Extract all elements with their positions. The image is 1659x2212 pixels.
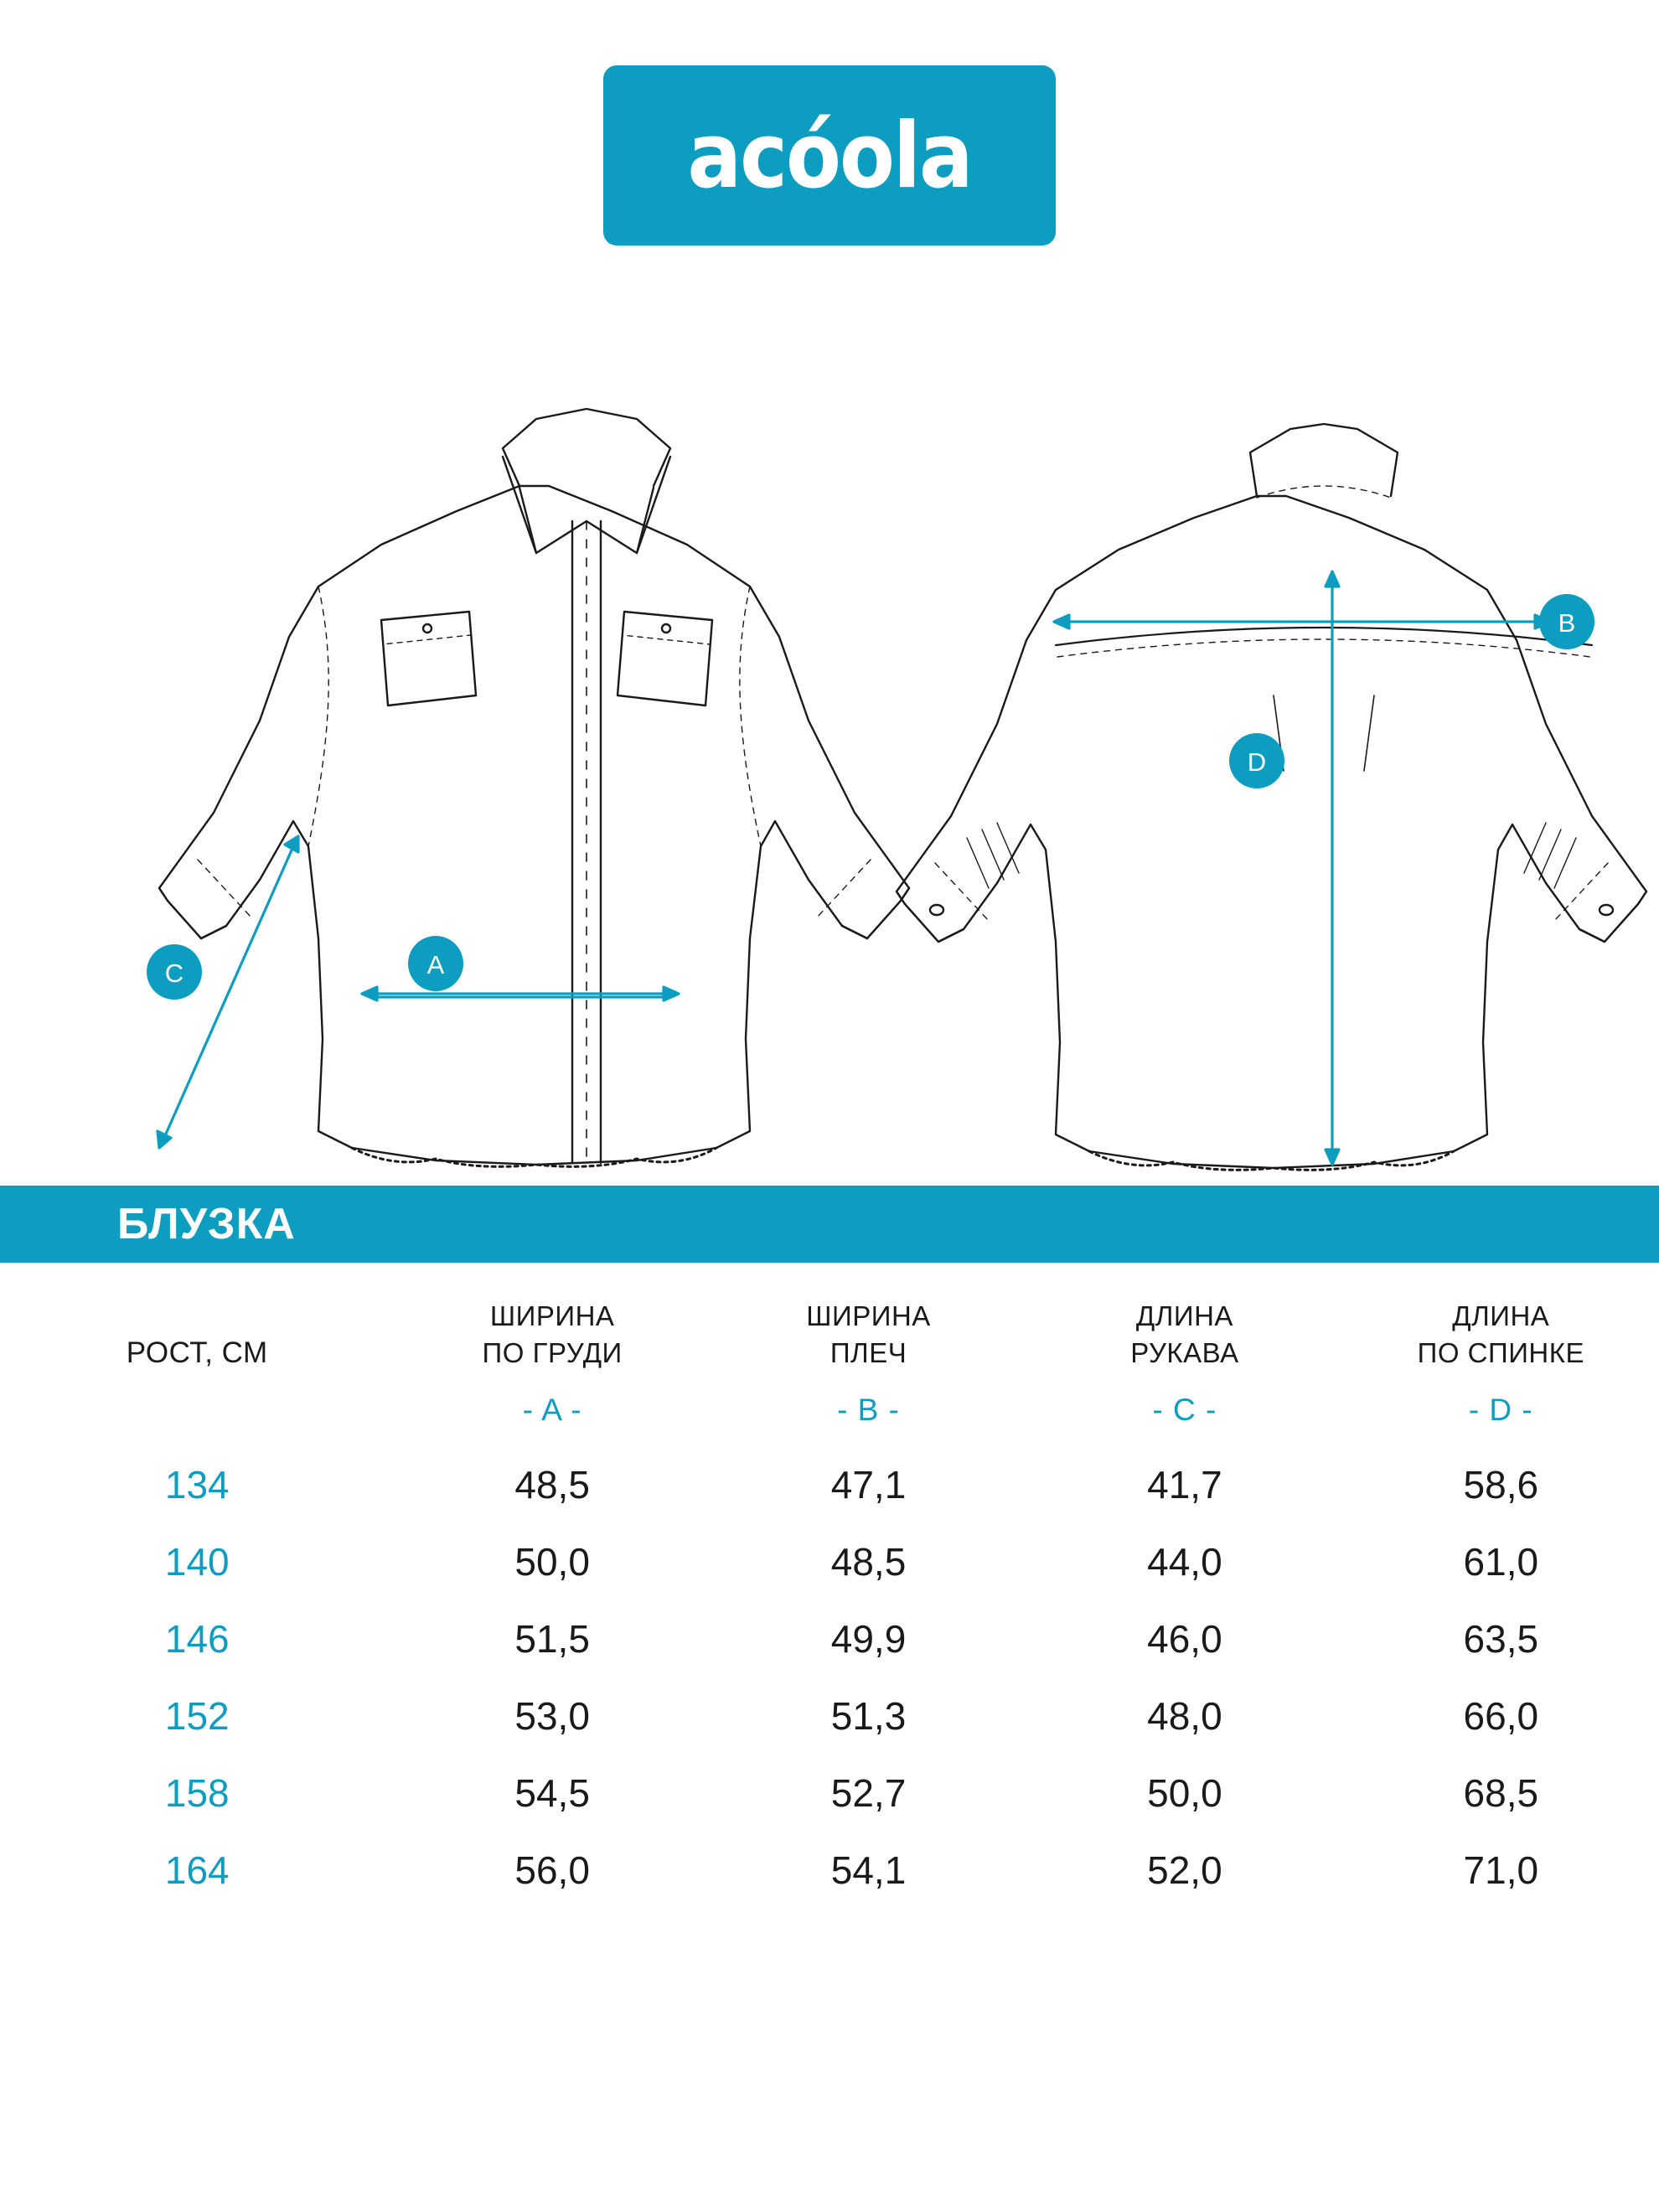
badge-d-label: D <box>1247 747 1267 777</box>
header-col-b-letter: - B - <box>837 1393 900 1428</box>
header-col-c-line2: РУКАВА <box>1130 1336 1239 1368</box>
header-col-b-line1: ШИРИНА <box>806 1300 931 1331</box>
cell-b: 51,3 <box>830 1694 907 1739</box>
table-row <box>0 1677 1659 1755</box>
header-col-a-line2: ПО ГРУДИ <box>482 1336 623 1368</box>
header-col-a-letter: - A - <box>522 1393 582 1428</box>
cell-c: 48,0 <box>1147 1694 1222 1739</box>
size-table <box>0 1263 1659 1909</box>
header-col-b-line2: ПЛЕЧ <box>830 1336 907 1368</box>
cell-c: 41,7 <box>1147 1463 1222 1507</box>
cell-a: 48,5 <box>514 1463 590 1507</box>
cell-c: 52,0 <box>1147 1848 1222 1893</box>
size-table-block <box>0 1186 1659 1909</box>
cell-a: 53,0 <box>514 1694 590 1739</box>
brand-logo-text: acóola <box>687 102 972 209</box>
header-col-d-line2: ПО СПИНКЕ <box>1417 1336 1584 1368</box>
table-header-row <box>0 1263 1659 1446</box>
header-col-c <box>1026 1263 1342 1446</box>
brand-logo <box>603 65 1056 245</box>
cell-height: 158 <box>164 1771 230 1816</box>
table-title-bar <box>0 1186 1659 1263</box>
back-arrow-b <box>1054 615 1550 628</box>
back-arrow-d <box>1326 571 1339 1165</box>
table-row <box>0 1755 1659 1832</box>
cell-height: 152 <box>164 1694 230 1739</box>
header-col-d-line1: ДЛИНА <box>1452 1300 1550 1331</box>
cell-a: 51,5 <box>514 1617 590 1662</box>
cell-b: 54,1 <box>830 1848 907 1893</box>
cell-b: 49,9 <box>830 1617 907 1662</box>
badge-a-label: A <box>426 950 445 979</box>
cell-c: 50,0 <box>1147 1771 1222 1816</box>
cell-d: 71,0 <box>1463 1848 1539 1893</box>
cell-c: 44,0 <box>1147 1540 1222 1584</box>
front-view <box>159 409 909 1166</box>
cell-b: 52,7 <box>830 1771 907 1816</box>
table-row <box>0 1600 1659 1677</box>
cell-height: 164 <box>164 1848 230 1893</box>
cell-d: 58,6 <box>1463 1463 1539 1507</box>
cell-a: 54,5 <box>514 1771 590 1816</box>
cell-height: 146 <box>164 1617 230 1662</box>
header-col-c-line1: ДЛИНА <box>1135 1300 1233 1331</box>
cell-b: 47,1 <box>830 1463 907 1507</box>
table-row <box>0 1446 1659 1523</box>
badge-c-label: C <box>164 959 184 988</box>
badge-b-label: B <box>1558 608 1576 638</box>
table-row <box>0 1523 1659 1600</box>
header-col-d-letter: - D - <box>1468 1393 1533 1428</box>
header-col-b <box>711 1263 1026 1446</box>
header-col-a <box>394 1263 710 1446</box>
header-col-a-line1: ШИРИНА <box>489 1300 615 1331</box>
table-row <box>0 1832 1659 1909</box>
back-view <box>897 424 1646 1170</box>
header-col-d <box>1343 1263 1659 1446</box>
cell-d: 66,0 <box>1463 1694 1539 1739</box>
cell-d: 61,0 <box>1463 1540 1539 1584</box>
cell-b: 48,5 <box>830 1540 907 1584</box>
cell-c: 46,0 <box>1147 1617 1222 1662</box>
garment-illustration <box>0 302 1659 1181</box>
cell-d: 63,5 <box>1463 1617 1539 1662</box>
header-col-c-letter: - C - <box>1152 1393 1217 1428</box>
cell-a: 50,0 <box>514 1540 590 1584</box>
cell-height: 140 <box>164 1540 230 1584</box>
header-height-label: РОСТ, СМ <box>126 1336 268 1369</box>
cell-d: 68,5 <box>1463 1771 1539 1816</box>
header-height <box>0 1263 394 1446</box>
cell-height: 134 <box>164 1463 230 1507</box>
cell-a: 56,0 <box>514 1848 590 1893</box>
page-title: БЛУЗКА <box>117 1200 296 1248</box>
